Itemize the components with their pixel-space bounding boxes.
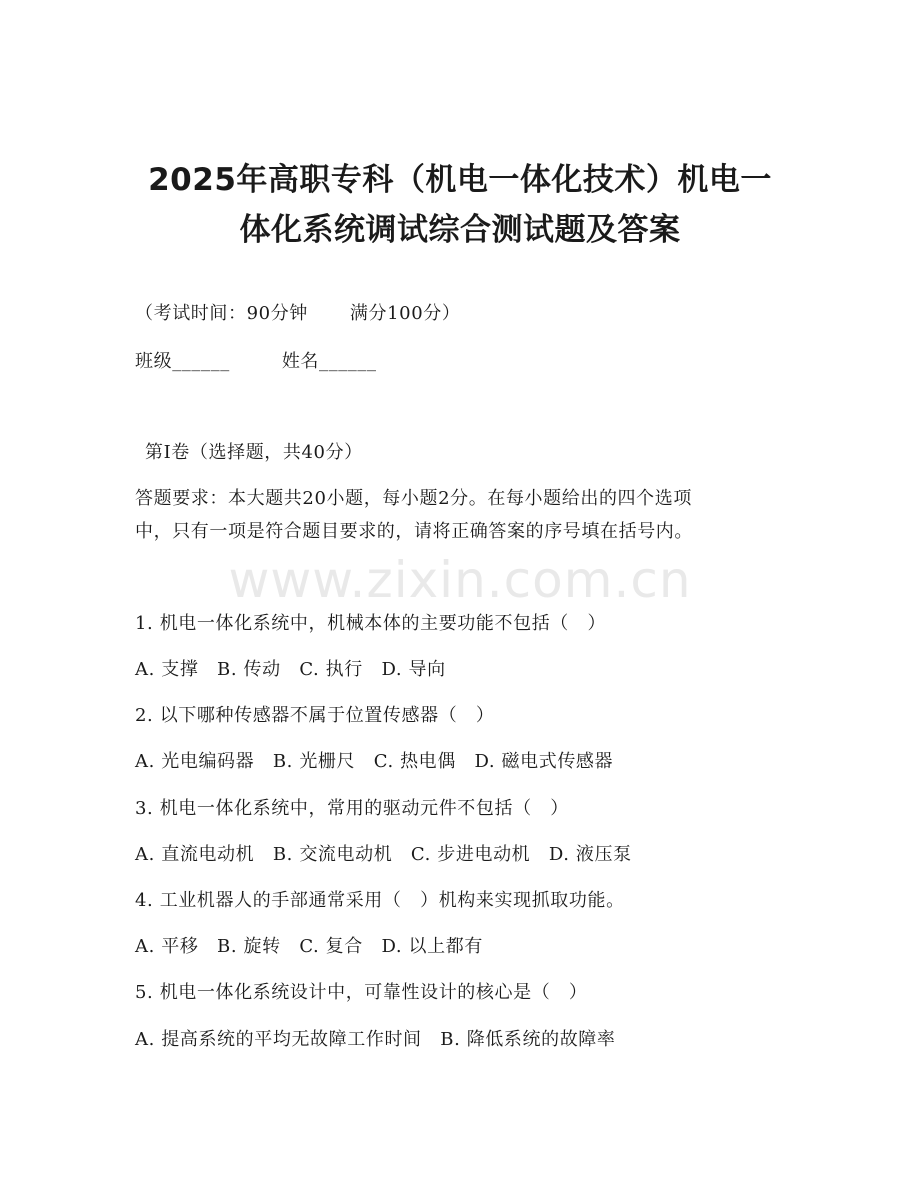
watermark: www.zixin.com.cn <box>228 551 692 609</box>
name-field-label: 姓名______ <box>281 351 377 372</box>
question-5-stem: 5. 机电一体化系统设计中，可靠性设计的核心是（ ） <box>135 982 588 1003</box>
question-2-options: A. 光电编码器 B. 光栅尺 C. 热电偶 D. 磁电式传感器 <box>135 751 614 772</box>
instructions-line-2: 中，只有一项是符合题目要求的，请将正确答案的序号填在括号内。 <box>135 521 693 542</box>
exam-full-score: 满分100分） <box>349 303 461 324</box>
exam-info <box>135 302 460 326</box>
class-field-label: 班级______ <box>135 351 230 372</box>
question-1-options: A. 支撑 B. 传动 C. 执行 D. 导向 <box>135 659 446 680</box>
question-3-options: A. 直流电动机 B. 交流电动机 C. 步进电动机 D. 液压泵 <box>135 844 632 865</box>
document-title-line-2: 体化系统调试综合测试题及答案 <box>239 212 681 248</box>
question-4-stem: 4. 工业机器人的手部通常采用（ ）机构来实现抓取功能。 <box>135 890 625 911</box>
question-5-options: A. 提高系统的平均无故障工作时间 B. 降低系统的故障率 <box>135 1029 616 1050</box>
question-2-stem: 2. 以下哪种传感器不属于位置传感器（ ） <box>135 705 495 726</box>
exam-time: （考试时间：90分钟 <box>135 303 308 324</box>
document-title-line-1: 2025年高职专科（机电一体化技术）机电一 <box>148 162 772 198</box>
student-info <box>135 350 377 374</box>
question-1-stem: 1. 机电一体化系统中，机械本体的主要功能不包括（ ） <box>135 613 607 634</box>
question-4-options: A. 平移 B. 旋转 C. 复合 D. 以上都有 <box>135 936 483 957</box>
question-3-stem: 3. 机电一体化系统中，常用的驱动元件不包括（ ） <box>135 798 569 819</box>
section-heading: 第Ⅰ卷（选择题，共40分） <box>145 442 363 463</box>
instructions-line-1: 答题要求：本大题共20小题，每小题2分。在每小题给出的四个选项 <box>135 488 692 509</box>
